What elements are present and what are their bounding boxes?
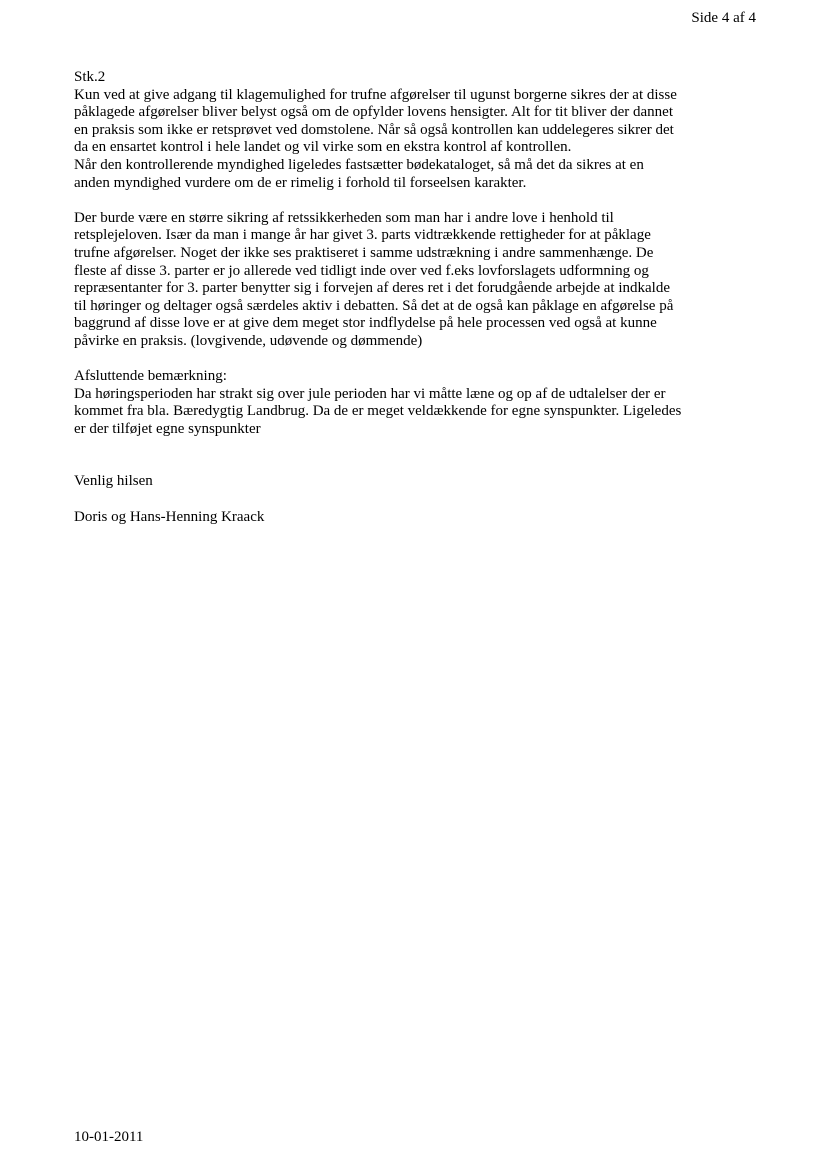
letter-body <box>74 69 774 526</box>
text-line: til høringer og deltager også særdeles aktiv i debatten. Så det at de også kan påklage en afgørelse på <box>74 297 674 314</box>
text-line: en praksis som ikke er retsprøvet ved domstolene. Når så også kontrollen kan uddelegeres sikrer det <box>74 121 674 138</box>
paragraph-retssikkerhed <box>74 210 774 351</box>
text-line: Der burde være en større sikring af retssikkerheden som man har i andre love i henhold til <box>74 209 614 226</box>
page-number: Side 4 af 4 <box>691 10 756 26</box>
signature-spacer <box>74 491 774 509</box>
text-line: repræsentanter for 3. parter benytter sig i forvejen af deres ret i det forudgående arbejde at indkalde <box>74 280 670 297</box>
paragraph-afsluttende <box>74 368 774 438</box>
text-line: påklagede afgørelser bliver belyst også om de opfylder lovens hensigter. Alt for tit bliver der dannet <box>74 104 673 121</box>
text-line: påvirke en praksis. (lovgivende, udøvende og dømmende) <box>74 332 423 349</box>
text-line: anden myndighed vurdere om de er rimelig i forhold til forseelsen karakter. <box>74 174 527 191</box>
text-line: da en ensartet kontrol i hele landet og vil virke som en ekstra kontrol af kontrollen. <box>74 139 572 156</box>
text-line: trufne afgørelser. Noget der ikke ses praktiseret i samme udstrækning i andre sammenhænge. De <box>74 244 654 261</box>
paragraph-stk2 <box>74 69 774 192</box>
paragraph-spacer <box>74 351 774 369</box>
footer-date: 10-01-2011 <box>74 1129 144 1145</box>
text-line: retsplejeloven. Især da man i mange år har givet 3. parts vidtrækkende rettigheder for at påklage <box>74 227 651 244</box>
text-line: er der tilføjet egne synspunkter <box>74 420 261 437</box>
text-line: baggrund af disse love er at give dem meget stor indflydelse på hele processen ved også at kunne <box>74 315 657 332</box>
text-line: Stk.2 <box>74 69 106 85</box>
signature: Doris og Hans-Henning Kraack <box>74 508 265 525</box>
text-line: Når den kontrollerende myndighed ligeledes fastsætter bødekataloget, så må det da sikres at en <box>74 156 644 173</box>
text-line: Afsluttende bemærkning: <box>74 368 227 385</box>
greeting: Venlig hilsen <box>74 473 153 490</box>
text-line: fleste af disse 3. parter er jo allerede ved tidligt inde over ved f.eks lovforslagets udformning og <box>74 262 649 279</box>
closing-spacer <box>74 438 774 473</box>
text-line: Da høringsperioden har strakt sig over jule perioden har vi måtte læne og op af de udtalelser der er <box>74 385 666 402</box>
text-line: Kun ved at give adgang til klagemulighed for trufne afgørelser til ugunst borgerne sikres der at disse <box>74 86 677 103</box>
paragraph-spacer <box>74 192 774 210</box>
closing <box>74 473 774 526</box>
text-line: kommet fra bla. Bæredygtig Landbrug. Da de er meget veldækkende for egne synspunkter. Ligeledes <box>74 403 682 420</box>
